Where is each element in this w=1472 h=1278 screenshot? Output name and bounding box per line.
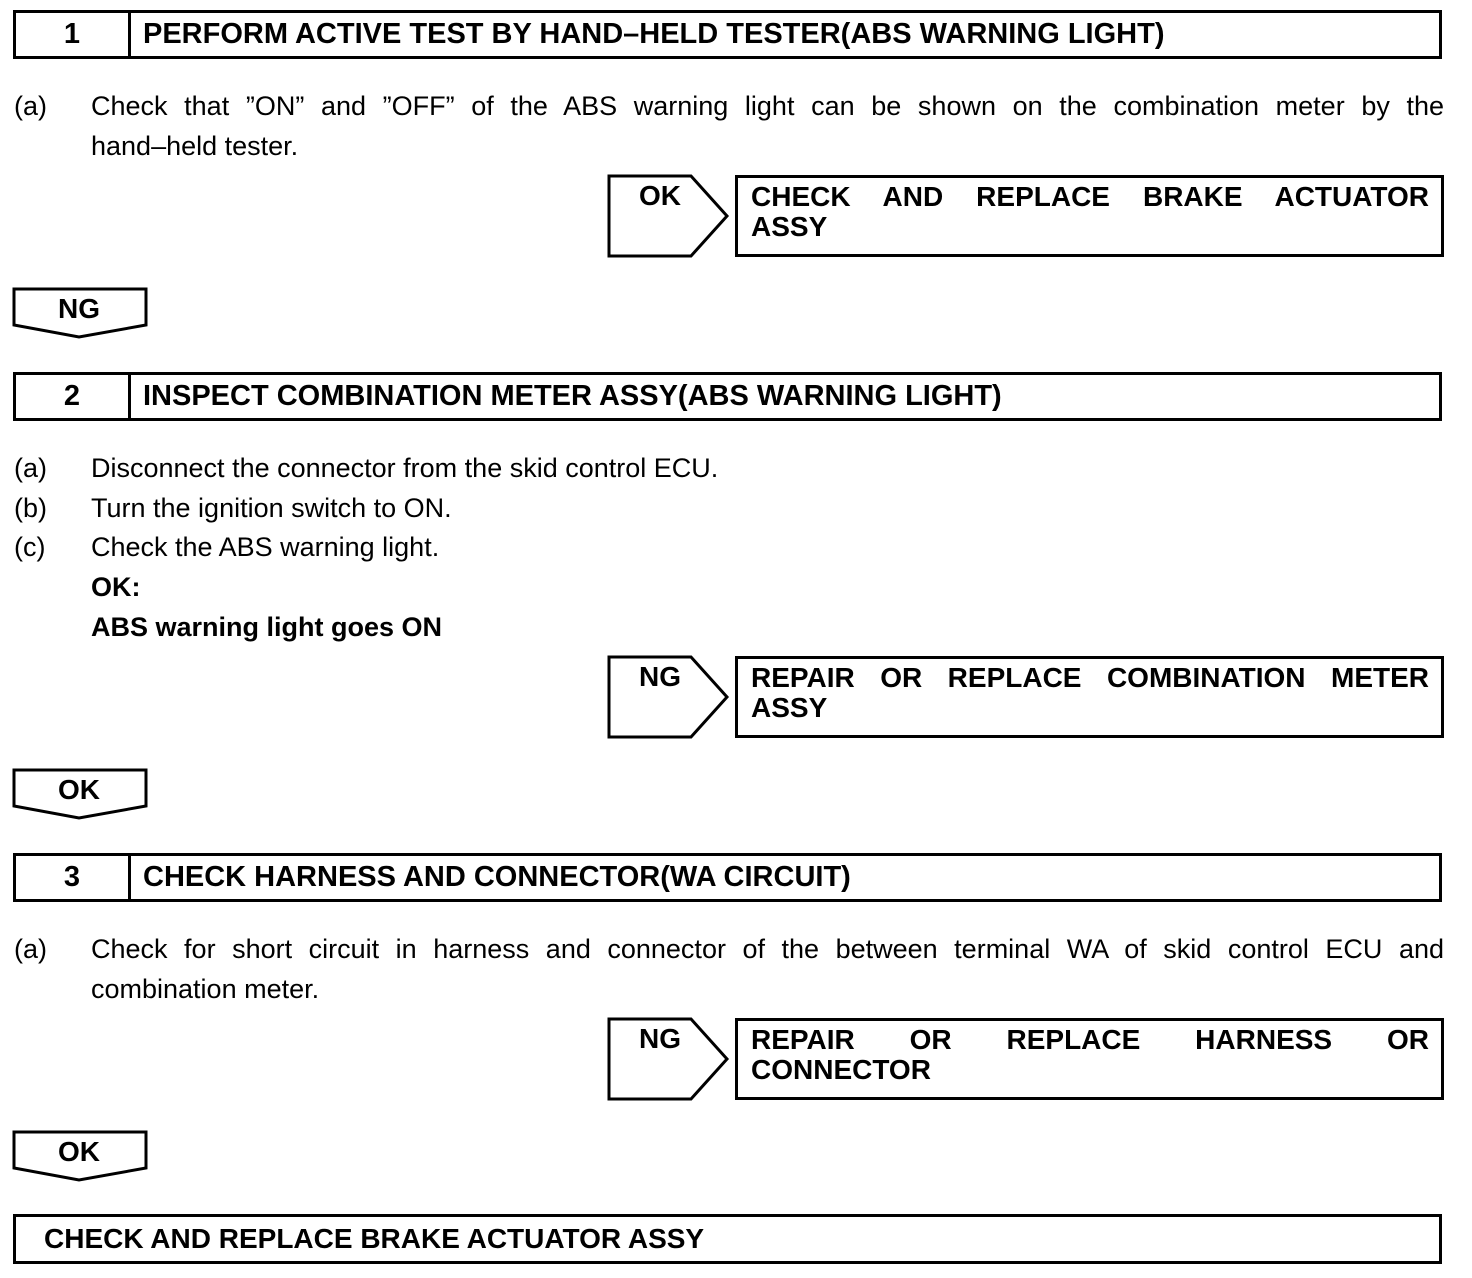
step-2-item-b-label: (b) [14, 493, 47, 523]
final-action-box [13, 1214, 1442, 1264]
step-2-item-a-text: Disconnect the connector from the skid control ECU. [91, 453, 719, 483]
step-2-header [13, 372, 1442, 421]
step-2-continue-label: OK [58, 774, 100, 805]
step-3-continue-arrow [12, 1130, 150, 1182]
step-2-item-c-text: Check the ABS warning light. [91, 532, 440, 562]
step-3-header [13, 853, 1442, 902]
final-action-text: CHECK AND REPLACE BRAKE ACTUATOR ASSY [44, 1223, 705, 1254]
step-2-ok-heading: OK: [91, 572, 141, 602]
step-2-branch-label: NG [639, 661, 681, 692]
step-1-header [13, 10, 1442, 59]
step-1-result-line2: ASSY [751, 211, 828, 242]
step-2-item-b-text: Turn the ignition switch to ON. [91, 493, 452, 523]
step-3-number: 3 [16, 856, 131, 899]
step-2-item-a-label: (a) [14, 453, 47, 483]
step-3-item-a-label: (a) [14, 934, 47, 964]
step-1-result-line1: CHECK AND REPLACE BRAKE ACTUATOR [751, 181, 1429, 212]
step-1-number: 1 [16, 13, 131, 56]
step-2-item-c-label: (c) [14, 532, 46, 562]
step-2-number: 2 [16, 375, 131, 418]
step-2-result-line2: ASSY [751, 692, 828, 723]
step-2-branch-arrow [607, 655, 731, 739]
step-1-item-a-line2: hand–held tester. [91, 131, 299, 161]
step-3-item-a-line1: Check for short circuit in harness and connector of the between terminal WA of skid control ECU and [91, 934, 1444, 964]
step-1-continue-arrow [12, 287, 150, 339]
step-2-title: INSPECT COMBINATION METER ASSY(ABS WARNING LIGHT) [143, 380, 1002, 412]
step-3-result-box [735, 1018, 1444, 1100]
step-1-title: PERFORM ACTIVE TEST BY HAND–HELD TESTER(ABS WARNING LIGHT) [143, 18, 1165, 50]
step-3-title: CHECK HARNESS AND CONNECTOR(WA CIRCUIT) [143, 861, 851, 893]
step-3-result-line2: CONNECTOR [751, 1054, 931, 1085]
step-1-branch-label: OK [639, 180, 681, 211]
step-1-result-box [735, 175, 1444, 257]
step-1-continue-label: NG [58, 293, 100, 324]
step-3-continue-label: OK [58, 1136, 100, 1167]
step-2-result-line1: REPAIR OR REPLACE COMBINATION METER [751, 662, 1429, 693]
step-1-item-a-label: (a) [14, 91, 47, 121]
step-3-item-a-line2: combination meter. [91, 974, 320, 1004]
step-3-branch-arrow [607, 1017, 731, 1101]
step-2-continue-arrow [12, 768, 150, 820]
step-3-result-line1: REPAIR OR REPLACE HARNESS OR [751, 1024, 1429, 1055]
step-3-branch-label: NG [639, 1023, 681, 1054]
step-2-ok-text: ABS warning light goes ON [91, 612, 443, 642]
step-1-branch-arrow [607, 174, 731, 258]
step-2-result-box [735, 656, 1444, 738]
step-1-item-a-line1: Check that ”ON” and ”OFF” of the ABS warning light can be shown on the combination meter by the [91, 91, 1444, 121]
